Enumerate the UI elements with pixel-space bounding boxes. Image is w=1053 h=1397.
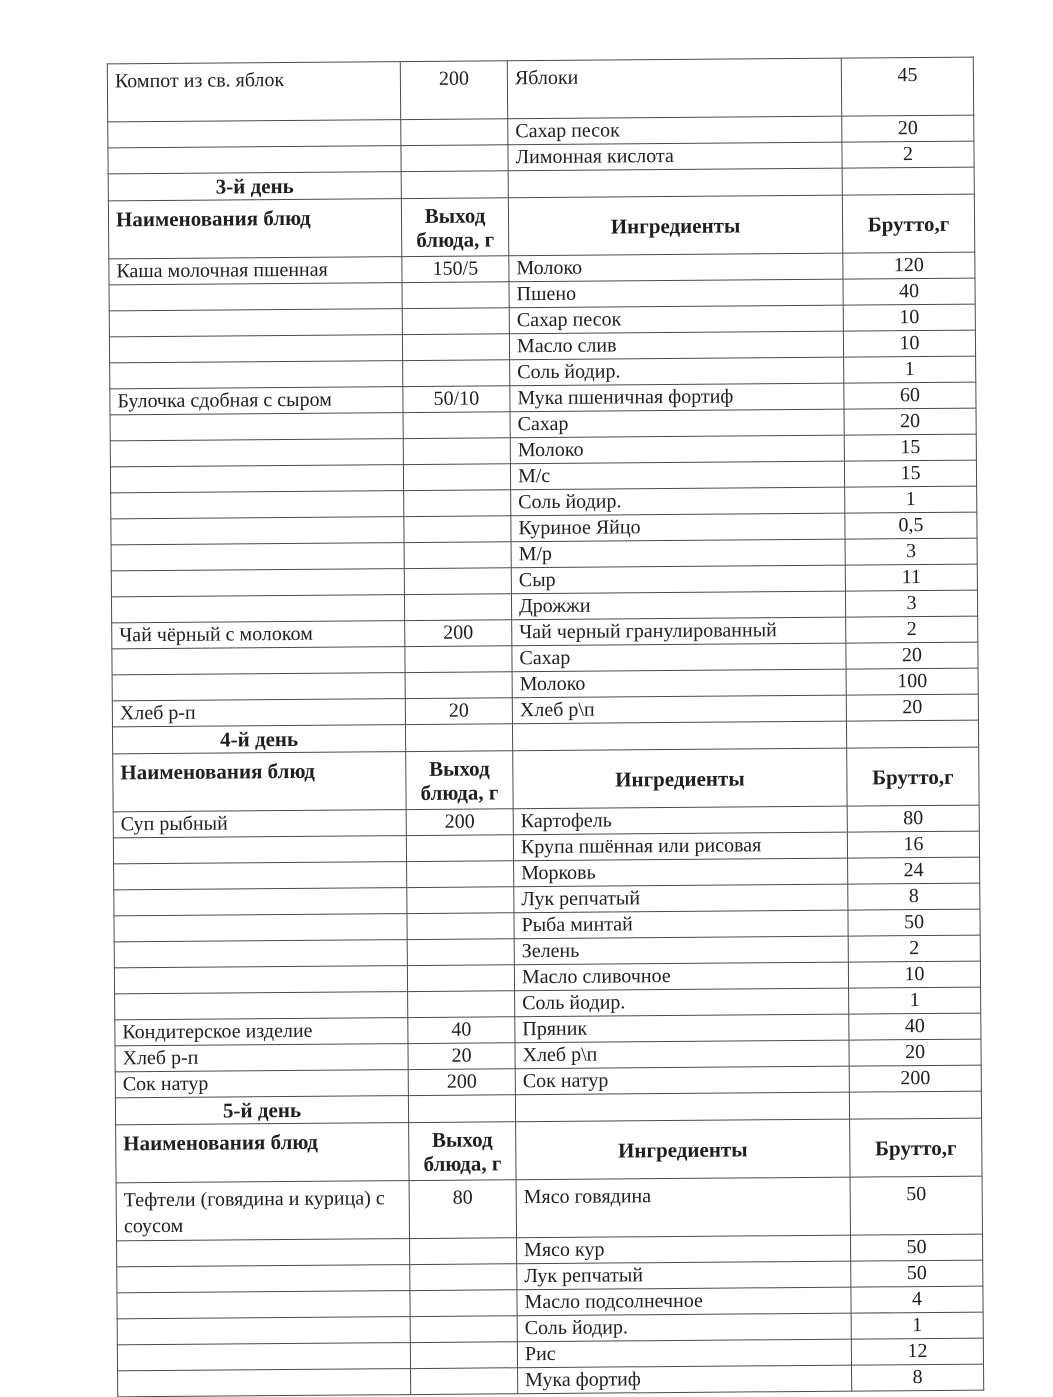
gross-cell: 0,5 xyxy=(845,512,977,539)
output-cell xyxy=(407,965,514,992)
output-cell xyxy=(407,939,514,966)
ingredient-cell: Масло сливочное xyxy=(514,962,848,991)
ingredient-cell: Пряник xyxy=(515,1014,849,1043)
gross-cell: 120 xyxy=(843,252,975,279)
col-header-ingredient: Ингредиенты xyxy=(508,195,842,256)
ingredient-cell: Молоко xyxy=(510,435,844,464)
output-cell xyxy=(402,282,509,309)
output-cell xyxy=(401,145,508,172)
output-cell xyxy=(410,1342,517,1369)
ingredient-cell: Мясо говядина xyxy=(516,1177,850,1238)
empty-cell xyxy=(508,168,842,198)
dish-cell xyxy=(114,862,407,890)
ingredient-cell: Масло слив xyxy=(509,331,843,360)
output-cell: 150/5 xyxy=(402,256,509,283)
table-row xyxy=(118,1364,984,1397)
dish-cell xyxy=(110,361,403,389)
gross-cell: 80 xyxy=(847,805,979,832)
gross-cell: 20 xyxy=(846,694,978,721)
col-header-dish: Наименования блюд xyxy=(108,199,401,259)
empty-cell xyxy=(515,1092,849,1122)
col-header-output: Выход блюда, г xyxy=(401,198,508,257)
menu-table-body xyxy=(107,57,983,1397)
ingredient-cell: Мясо кур xyxy=(517,1235,851,1264)
gross-cell: 10 xyxy=(848,961,980,988)
ingredient-cell: Сахар xyxy=(510,409,844,438)
dish-cell xyxy=(109,283,402,311)
gross-cell: 45 xyxy=(841,57,973,116)
col-header-dish: Наименования блюд xyxy=(116,1123,409,1183)
ingredient-cell: Крупа пшённая или рисовая xyxy=(513,832,847,861)
col-header-gross: Брутто,г xyxy=(847,747,979,806)
table-row xyxy=(107,57,973,122)
dish-cell xyxy=(114,940,407,968)
dish-cell: Компот из св. яблок xyxy=(107,62,400,122)
ingredient-cell: М/р xyxy=(511,539,845,568)
gross-cell: 8 xyxy=(848,883,980,910)
output-cell: 200 xyxy=(405,620,512,647)
gross-cell: 4 xyxy=(851,1286,983,1313)
ingredient-cell: Молоко xyxy=(509,253,843,282)
dish-cell xyxy=(110,413,403,441)
gross-cell: 40 xyxy=(849,1013,981,1040)
gross-cell: 20 xyxy=(849,1039,981,1066)
output-cell xyxy=(406,835,513,862)
gross-cell: 60 xyxy=(844,382,976,409)
dish-cell xyxy=(109,309,402,337)
gross-cell: 20 xyxy=(842,115,974,142)
dish-cell xyxy=(114,966,407,994)
col-header-dish: Наименования блюд xyxy=(113,752,406,812)
empty-cell xyxy=(846,720,978,748)
gross-cell: 50 xyxy=(851,1260,983,1287)
gross-cell: 1 xyxy=(845,486,977,513)
dish-cell: Чай чёрный с молоком xyxy=(112,621,405,649)
ingredient-cell: Соль йодир. xyxy=(515,988,849,1017)
ingredient-cell: Сахар песок xyxy=(509,305,843,334)
output-cell xyxy=(407,887,514,914)
dish-cell: Кондитерское изделие xyxy=(115,1018,408,1046)
gross-cell: 15 xyxy=(844,434,976,461)
output-cell: 200 xyxy=(408,1069,515,1096)
dish-cell xyxy=(112,673,405,701)
gross-cell: 16 xyxy=(847,831,979,858)
output-cell: 80 xyxy=(409,1180,516,1239)
ingredient-cell: Масло подсолнечное xyxy=(517,1287,851,1316)
col-header-output: Выход блюда, г xyxy=(409,1122,516,1181)
dish-cell: Хлеб р-п xyxy=(112,699,405,727)
output-cell xyxy=(410,1316,517,1343)
ingredient-cell: Молоко xyxy=(512,669,846,698)
output-cell xyxy=(408,991,515,1018)
ingredient-cell: Сок натур xyxy=(515,1066,849,1095)
col-header-ingredient: Ингредиенты xyxy=(513,748,847,809)
dish-cell: Сок натур xyxy=(115,1070,408,1098)
dish-cell: Тефтели (говядина и курица) с соусом xyxy=(116,1181,409,1241)
dish-cell xyxy=(113,836,406,864)
dish-cell xyxy=(117,1239,410,1267)
dish-cell xyxy=(109,335,402,363)
ingredient-cell: Рыба минтай xyxy=(514,910,848,939)
dish-cell xyxy=(114,914,407,942)
output-cell: 200 xyxy=(400,61,507,120)
empty-cell xyxy=(849,1091,981,1119)
ingredient-cell: Соль йодир. xyxy=(511,487,845,516)
gross-cell: 3 xyxy=(845,538,977,565)
ingredient-cell: Мука фортиф xyxy=(518,1365,852,1394)
ingredient-cell: Морковь xyxy=(514,858,848,887)
empty-cell xyxy=(408,1095,515,1123)
dish-cell xyxy=(111,569,404,597)
col-header-gross: Брутто,г xyxy=(842,194,974,253)
ingredient-cell: Мука пшеничная фортиф xyxy=(510,383,844,412)
output-cell xyxy=(404,516,511,543)
day-label: 3-й день xyxy=(108,172,401,201)
ingredient-cell: Яблоки xyxy=(507,58,841,119)
dish-cell xyxy=(110,439,403,467)
gross-cell: 10 xyxy=(843,304,975,331)
table-row xyxy=(116,1176,982,1241)
gross-cell: 11 xyxy=(845,564,977,591)
ingredient-cell: Соль йодир. xyxy=(510,357,844,386)
dish-cell xyxy=(114,888,407,916)
dish-cell xyxy=(118,1369,411,1397)
empty-cell xyxy=(401,171,508,199)
output-cell xyxy=(402,334,509,361)
output-cell: 20 xyxy=(405,698,512,725)
ingredient-cell: Чай черный гранулированный xyxy=(512,617,846,646)
dish-cell xyxy=(112,647,405,675)
dish-cell xyxy=(117,1291,410,1319)
ingredient-cell: М/с xyxy=(510,461,844,490)
dish-cell xyxy=(111,543,404,571)
gross-cell: 20 xyxy=(844,408,976,435)
gross-cell: 50 xyxy=(848,909,980,936)
ingredient-cell: Лимонная кислота xyxy=(508,142,842,171)
output-cell xyxy=(403,412,510,439)
dish-cell xyxy=(108,146,401,174)
output-cell xyxy=(404,568,511,595)
dish-cell: Булочка сдобная с сыром xyxy=(110,387,403,415)
ingredient-cell: Дрожжи xyxy=(511,591,845,620)
column-header-row xyxy=(113,747,979,812)
ingredient-cell: Рис xyxy=(517,1339,851,1368)
output-cell: 20 xyxy=(408,1043,515,1070)
gross-cell: 50 xyxy=(851,1234,983,1261)
menu-table xyxy=(107,57,984,1397)
output-cell xyxy=(404,490,511,517)
dish-cell: Хлеб р-п xyxy=(115,1044,408,1072)
output-cell xyxy=(403,464,510,491)
ingredient-cell: Сахар xyxy=(512,643,846,672)
dish-cell xyxy=(111,517,404,545)
dish-cell xyxy=(117,1265,410,1293)
output-cell xyxy=(402,308,509,335)
gross-cell: 20 xyxy=(846,642,978,669)
ingredient-cell: Пшено xyxy=(509,279,843,308)
day-label: 5-й день xyxy=(115,1096,408,1125)
dish-cell xyxy=(108,120,401,148)
output-cell: 200 xyxy=(406,809,513,836)
ingredient-cell: Сыр xyxy=(511,565,845,594)
output-cell xyxy=(410,1264,517,1291)
ingredient-cell: Зелень xyxy=(514,936,848,965)
dish-cell: Каша молочная пшенная xyxy=(109,257,402,285)
column-header-row xyxy=(108,194,974,259)
output-cell xyxy=(411,1368,518,1395)
ingredient-cell: Картофель xyxy=(513,806,847,835)
gross-cell: 8 xyxy=(852,1364,984,1391)
output-cell xyxy=(405,672,512,699)
output-cell: 50/10 xyxy=(403,386,510,413)
col-header-gross: Брутто,г xyxy=(850,1118,982,1177)
empty-cell xyxy=(405,724,512,752)
gross-cell: 1 xyxy=(849,987,981,1014)
dish-cell xyxy=(110,465,403,493)
dish-cell xyxy=(115,992,408,1020)
col-header-ingredient: Ингредиенты xyxy=(516,1119,850,1180)
gross-cell: 40 xyxy=(843,278,975,305)
output-cell xyxy=(404,594,511,621)
empty-cell xyxy=(512,721,846,751)
day-label: 4-й день xyxy=(112,725,405,754)
ingredient-cell: Соль йодир. xyxy=(517,1313,851,1342)
output-cell xyxy=(403,360,510,387)
col-header-output: Выход блюда, г xyxy=(406,751,513,810)
output-cell xyxy=(407,913,514,940)
column-header-row xyxy=(116,1118,982,1183)
output-cell xyxy=(410,1238,517,1265)
ingredient-cell: Хлеб р\п xyxy=(512,695,846,724)
gross-cell: 1 xyxy=(844,356,976,383)
dish-cell xyxy=(117,1343,410,1371)
gross-cell: 15 xyxy=(844,460,976,487)
gross-cell: 50 xyxy=(850,1176,982,1235)
output-cell xyxy=(407,861,514,888)
output-cell xyxy=(405,646,512,673)
gross-cell: 200 xyxy=(849,1065,981,1092)
output-cell: 40 xyxy=(408,1017,515,1044)
gross-cell: 1 xyxy=(851,1312,983,1339)
ingredient-cell: Хлеб р\п xyxy=(515,1040,849,1069)
ingredient-cell: Лук репчатый xyxy=(514,884,848,913)
output-cell xyxy=(404,542,511,569)
output-cell xyxy=(403,438,510,465)
gross-cell: 100 xyxy=(846,668,978,695)
empty-cell xyxy=(842,167,974,195)
ingredient-cell: Куриное Яйцо xyxy=(511,513,845,542)
ingredient-cell: Сахар песок xyxy=(508,116,842,145)
dish-cell xyxy=(111,491,404,519)
ingredient-cell: Лук репчатый xyxy=(517,1261,851,1290)
gross-cell: 2 xyxy=(842,141,974,168)
gross-cell: 2 xyxy=(846,616,978,643)
gross-cell: 24 xyxy=(848,857,980,884)
gross-cell: 10 xyxy=(843,330,975,357)
output-cell xyxy=(410,1290,517,1317)
dish-cell xyxy=(117,1317,410,1345)
dish-cell: Суп рыбный xyxy=(113,810,406,838)
gross-cell: 3 xyxy=(845,590,977,617)
output-cell xyxy=(401,119,508,146)
dish-cell xyxy=(111,595,404,623)
gross-cell: 2 xyxy=(848,935,980,962)
gross-cell: 12 xyxy=(851,1338,983,1365)
